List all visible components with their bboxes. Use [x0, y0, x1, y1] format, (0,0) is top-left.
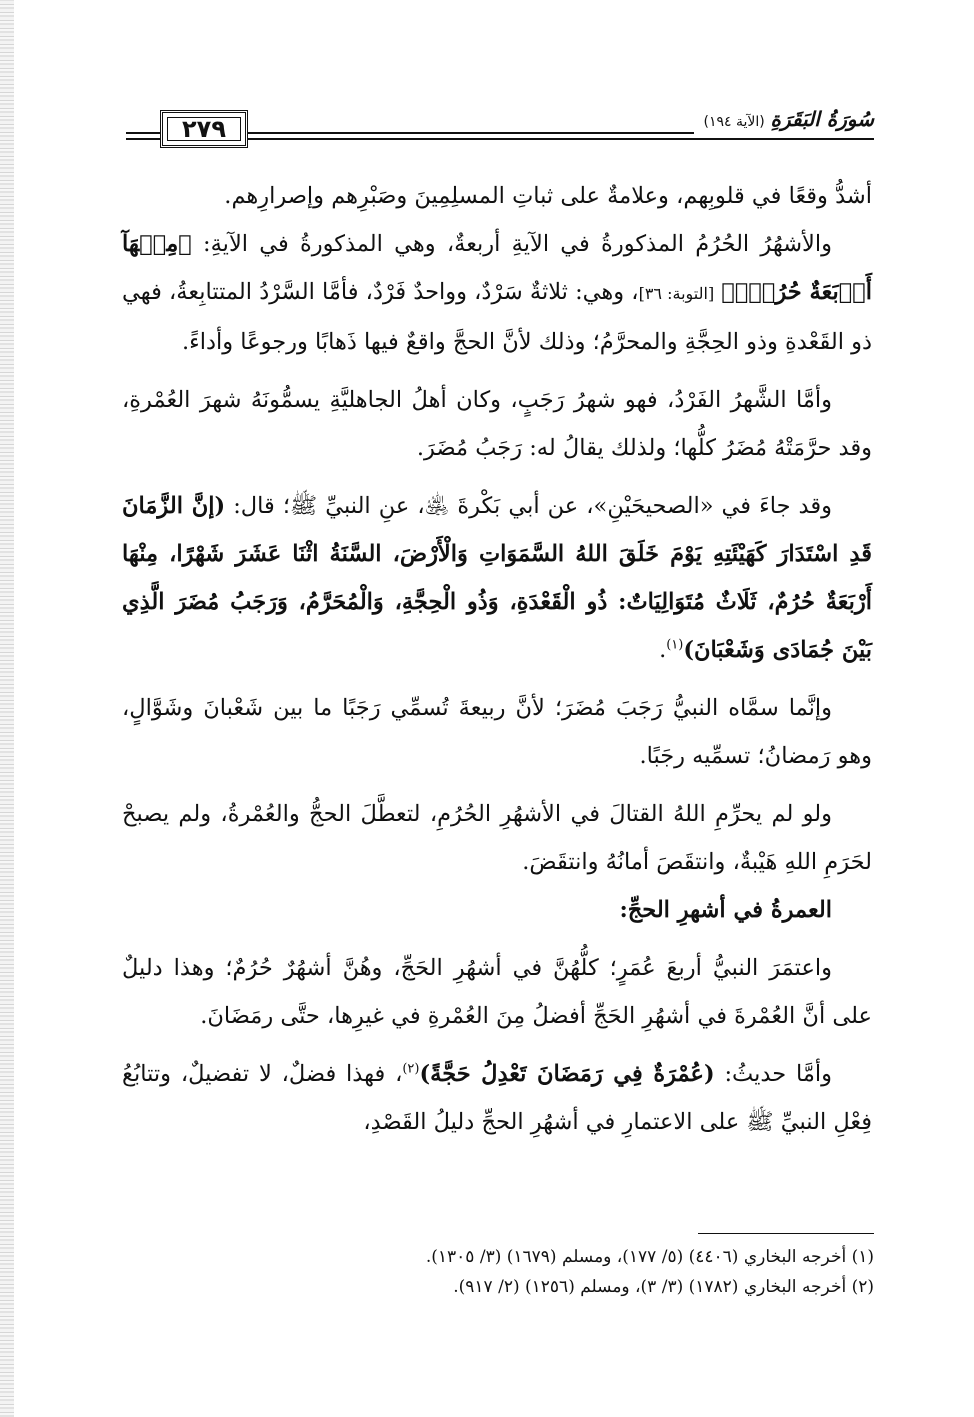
paragraph-5: وإنَّما سمَّاه النبيُّ رَجَبَ مُضَرَ؛ لأنَّ ربيعةَ تُسمِّي رَجَبًا ما بين شَعْبانَ وشَوَّالٍ، وهو رَمضانُ؛ تسمِّيه رجَبًا.: [122, 695, 872, 769]
footnote-1: (١) أخرجه البخاري (٤٤٠٦) (٥/ ١٧٧)، ومسلم (١٦٧٩) (٣/ ١٣٠٥).: [425, 1247, 874, 1267]
paragraph-4: [122, 482, 872, 674]
paragraph-8: [122, 1050, 872, 1146]
paragraph-7: واعتمَرَ النبيُّ أربعَ عُمَرٍ؛ كلُّهُنَّ في أشهُرِ الحَجِّ، وهُنَّ أشهُرٌ حُرُمٌ؛ وهذا دليلٌ على أنَّ العُمْرةَ في أشهُرِ الحَجِّ أفضلُ مِنَ العُمْرةِ في غيرِها، حتَّى رمَضَانَ.: [122, 955, 872, 1029]
paragraph-2-text-a: والأشهُرُ الحُرُمُ المذكورةُ في الآيةِ أربعةٌ، وهي المذكورةُ في الآيةِ:: [191, 231, 832, 257]
paragraph-6: ولو لم يحرِّمِ اللهُ القتالَ في الأشهُرِ الحُرُمِ، لتعطَّلَ الحجُّ والعُمْرةُ، ولم يصبحْ لحَرَمِ اللهِ هَيْبةٌ، وانتقَصَ أمانُهُ وانتقَضَ.: [122, 801, 872, 875]
footnote-2: (٢) أخرجه البخاري (١٧٨٢) (٣/ ٣)، ومسلم (١٢٥٦) (٢/ ٩١٧).: [453, 1277, 874, 1297]
hadith-text-1: (إنَّ الزَّمَانَ قَدِ اسْتَدَارَ كَهَيْئَتِهِ يَوْمَ خَلَقَ اللهُ السَّمَوَاتِ وَالْأَرْضَ، السَّنَةُ اثْنَا عَشَرَ شَهْرًا، مِنْهَا أَرْبَعَةٌ حُرُمٌ، ثَلَاثٌ مُتَوَالِيَاتٌ: ذُو الْقَعْدَةِ، وَذُو الْحِجَّةِ، وَالْمُحَرَّمُ، وَرَجَبُ مُضَرَ الَّذِي بَيْنَ جُمَادَى وَشَعْبَانَ): [122, 493, 872, 663]
footnotes: [122, 1242, 874, 1302]
paragraph-1: أشدُّ وقعًا في قلوبِهم، وعلامةٌ على ثباتِ المسلِمِينَ وصَبْرِهم وإصرارِهم.: [224, 183, 872, 209]
scan-edge-shadow: [0, 0, 14, 1417]
paragraph-2: [122, 220, 872, 366]
running-title: [694, 104, 874, 134]
footnote-marker-2: (٢): [402, 1061, 420, 1077]
paragraph-8-text-b: ، فهذا فضلٌ، لا تفضيلٌ، وتتابُعُ فِعْلِ النبيِّ ﷺ على الاعتمارِ في أشهُرِ الحجِّ دليلُ القَصْدِ،: [122, 1061, 872, 1135]
footnote-separator: [698, 1233, 874, 1234]
main-text: [122, 172, 872, 1146]
paragraph-4-end: .: [659, 637, 667, 663]
quran-verse: ﴿مِنۡهَآ أَرۡبَعَةٌ حُرُمٞۚ﴾: [122, 231, 872, 305]
surah-name: سُورَةُ البَقَرَةِ: [770, 107, 874, 131]
page-number: ٢٧٩: [182, 115, 226, 143]
paragraph-2-text-b: ، وهي: ثلاثةٌ سَرْدٌ، وواحدٌ فَرْدٌ، فأمَّا السَّرْدُ المتتابِعةُ، فهي ذو القَعْدةِ وذو الحِجَّةِ والمحرَّمُ؛ وذلك لأنَّ الحجَّ واقعٌ فيها ذَهابًا ورجوعًا وأداءً.: [122, 279, 872, 355]
paragraph-8-text-a: وأمَّا حديثُ:: [714, 1061, 832, 1087]
paragraph-4-text-a: وقد جاءَ في «الصحيحَيْنِ»، عن أبي بَكْرةَ ﵁، عنِ النبيِّ ﷺ؛ قال:: [225, 493, 832, 519]
hadith-text-2: (عُمْرَةٌ فِي رَمَضَانَ تَعْدِلُ حَجَّةً): [419, 1061, 715, 1087]
ayah-reference: (الآية ١٩٤): [703, 114, 765, 130]
section-heading: العمرةُ في أشهرِ الحجِّ:: [619, 897, 832, 923]
quran-reference: [التوبة: ٣٦]: [638, 284, 715, 303]
footnote-marker-1: (١): [666, 637, 684, 653]
paragraph-3: وأمَّا الشَّهرُ الفَرْدُ، فهو شهرُ رَجَبٍ، وكان أهلُ الجاهليَّةِ يسمُّونَهُ شهرَ العُمْرةِ، وقد حرَّمَتْهُ مُضَرُ كلُّها؛ ولذلك يقالُ له: رَجَبُ مُضَرَ.: [122, 387, 872, 461]
page-number-box: [160, 110, 248, 148]
page-header: [126, 104, 874, 150]
